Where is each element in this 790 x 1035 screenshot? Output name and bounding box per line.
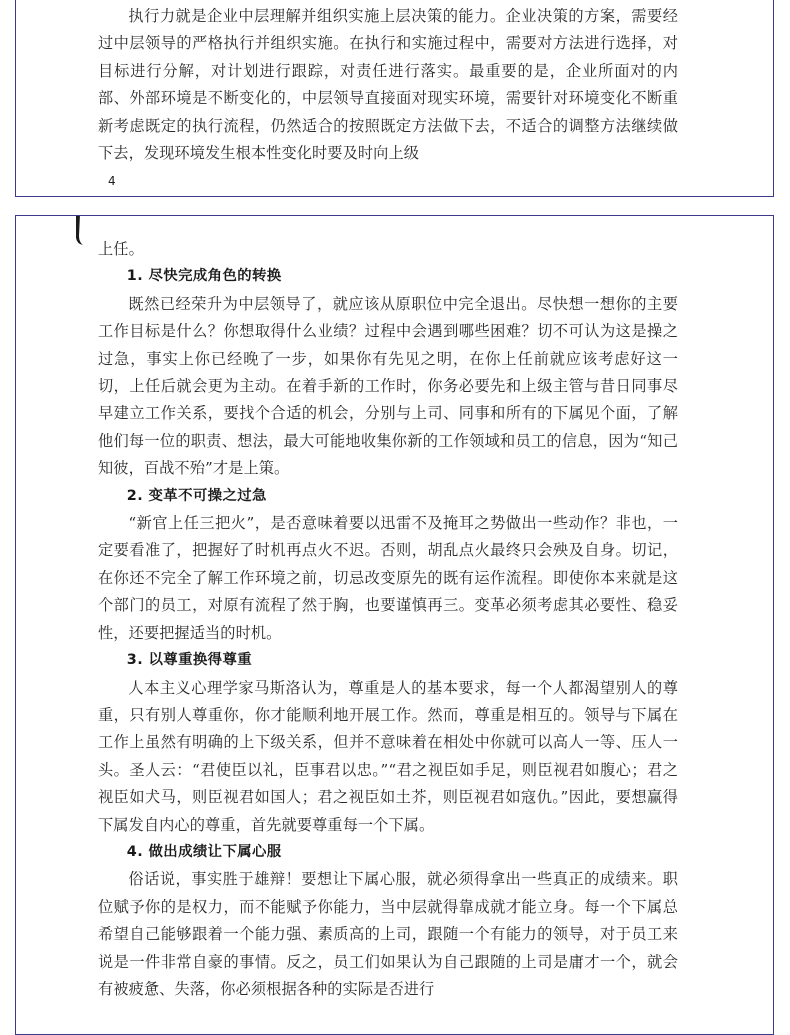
top-page-text: [98, 3, 678, 167]
section-4-paragraph: 俗话说，事实胜于雄辩！要想让下属心服，就必须得拿出一些真正的成绩来。职位赋予你的是权力，而不能赋予你能力，当中层就得靠成就才能立身。每一个下属总希望自己能够跟着一个能力强、素质高的上司，跟随一个有能力的领导，对于员工来说是一件非常自豪的事情。反之，员工们如果认为自己跟随的上司是庸才一个，就会有被疲惫、失落，你必须根据各种的实际是否进行: [98, 870, 678, 998]
top-page: [15, 0, 774, 197]
section-heading-1: 1. 尽快完成角色的转换: [126, 268, 282, 285]
bookmark-ribbon-icon: [74, 215, 84, 246]
section-1-paragraph: 既然已经荣升为中层领导了，就应该从原职位中完全退出。尽快想一想你的主要工作目标是什么？你想取得什么业绩？过程中会遇到哪些困难？切不可认为这是操之过急，事实上你已经晚了一步，如果你有先见之明，在你上任前就应该考虑好这一切，上任后就会更为主动。在着手新的工作时，你务必要先和上级主管与昔日同事尽早建立工作关系，要找个合适的机会，分别与上司、同事和所有的下属见个面，了解他们每一位的职责、想法，最大可能地收集你新的工作领域和员工的信息，因为“知己知彼，百战不殆”才是上策。: [98, 294, 678, 478]
page-number: 4: [108, 174, 116, 188]
section-3-paragraph: 人本主义心理学家马斯洛认为，尊重是人的基本要求，每一个人都渴望别人的尊重，只有别人尊重你，你才能顺利地开展工作。然而，尊重是相互的。领导与下属在工作上虽然有明确的上下级关系，但并不意味着在相处中你就可以高人一等、压人一头。圣人云：“君使臣以礼，臣事君以忠。”“君之视臣如手足，则臣视君如腹心；君之视臣如犬马，则臣视君如国人；君之视臣如土芥，则臣视君如寇仇。”因此，要想赢得下属发自内心的尊重，首先就要尊重每一个下属。: [98, 678, 678, 834]
section-heading-3: 3. 以尊重换得尊重: [126, 652, 253, 669]
top-paragraph: 执行力就是企业中层理解并组织实施上层决策的能力。企业决策的方案，需要经过中层领导的严格执行并组织实施。在执行和实施过程中，需要对方法进行选择，对目标进行分解，对计划进行跟踪，对责任进行落实。最重要的是，企业所面对的内部、外部环境是不断变化的，中层领导直接面对现实环境，需要针对环境变化不断重新考虑既定的执行流程，仍然适合的按照既定方法做下去，不适合的调整方法继续做下去，发现环境发生根本性变化时要及时向上级: [98, 7, 678, 163]
section-2-paragraph: “新官上任三把火”，是否意味着要以迅雷不及掩耳之势做出一些动作？非也，一定要看准了，把握好了时机再点火不迟。否则，胡乱点火最终只会殃及自身。切记，在你还不完全了解工作环境之前，切忌改变原先的既有运作流程。即使你本来就是这个部门的员工，对原有流程了然于胸，也要谨慎再三。变革必须考虑其必要性、稳妥性，还要把握适当的时机。: [98, 514, 678, 642]
continuation-paragraph: 上任。: [98, 240, 144, 258]
section-heading-2: 2. 变革不可操之过急: [126, 487, 267, 504]
section-heading-4: 4. 做出成绩让下属心服: [126, 843, 282, 860]
bottom-page: [15, 215, 774, 1035]
bottom-page-text: [98, 236, 678, 1003]
